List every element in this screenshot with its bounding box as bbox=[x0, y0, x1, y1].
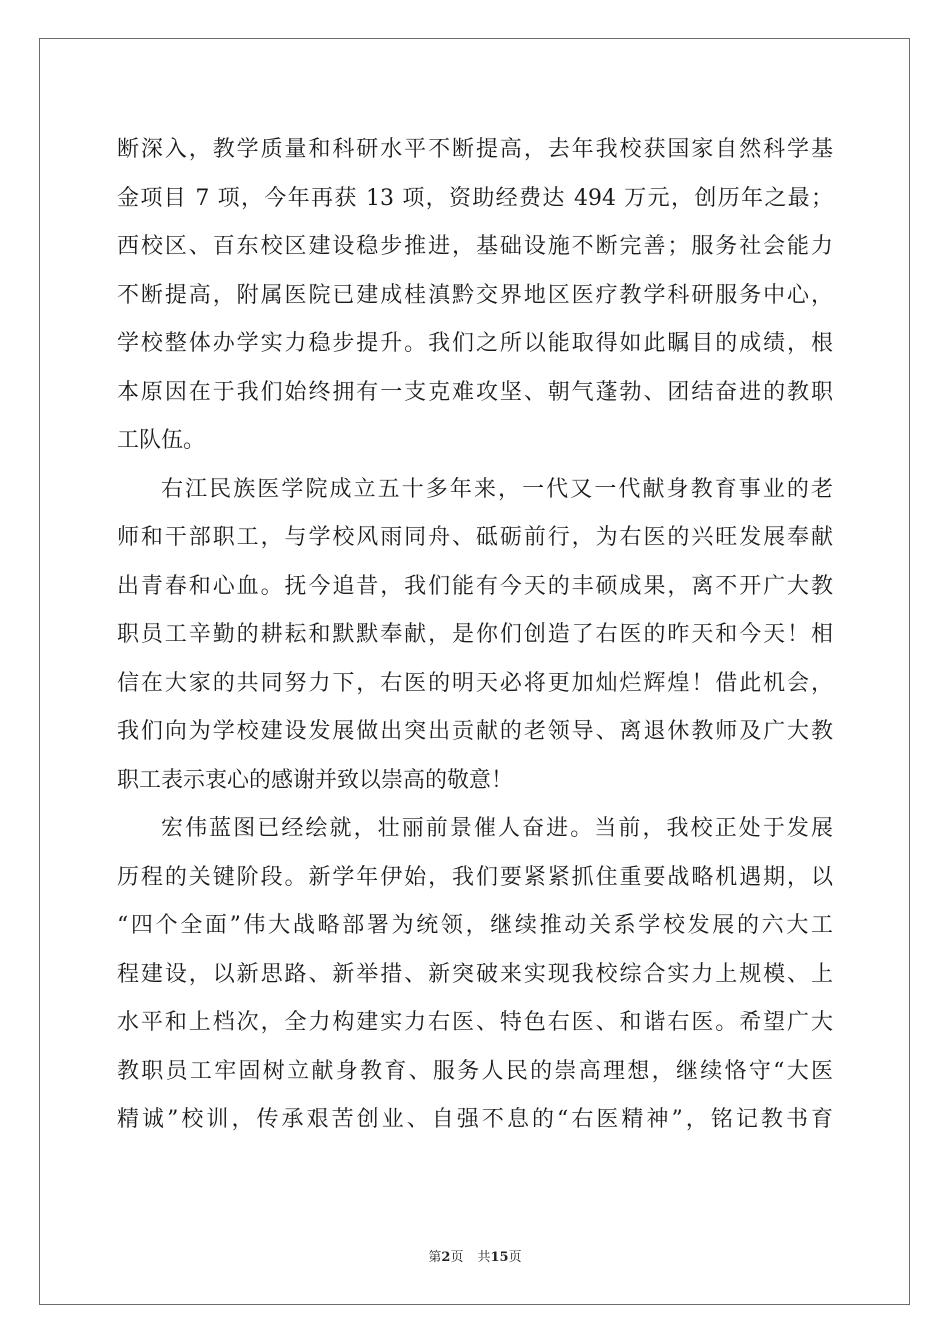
text-line: “四个全面”伟大战略部署为统领，继续推动关系学校发展的六大工 bbox=[117, 913, 833, 938]
text-line: 水平和上档次，全力构建实力右医、特色右医、和谐右医。希望广大 bbox=[117, 1010, 833, 1035]
document-body bbox=[117, 126, 833, 1145]
text-line: 我们向为学校建设发展做出突出贡献的老领导、离退休教师及广大教 bbox=[117, 719, 833, 744]
text-line: 西校区、百东校区建设稳步推进，基础设施不断完善；服务社会能力 bbox=[117, 234, 833, 259]
text-line: 精诚”校训，传承艰苦创业、自强不息的“右医精神”，铭记教书育 bbox=[117, 1107, 833, 1132]
page-total: 15 bbox=[490, 1250, 509, 1265]
page-prefix: 第 bbox=[428, 1250, 442, 1265]
page-footer bbox=[0, 1246, 950, 1265]
page-current: 2 bbox=[441, 1250, 451, 1265]
text-line: 教职员工牢固树立献身教育、服务人民的崇高理想，继续恪守“大医 bbox=[117, 1058, 833, 1084]
text-line: 职工表示衷心的感谢并致以崇高的敬意！ bbox=[117, 767, 514, 793]
text-line: 出青春和心血。抚今追昔，我们能有今天的丰硕成果，离不开广大教 bbox=[117, 573, 833, 599]
text-line: 宏伟蓝图已经绘就，壮丽前景催人奋进。当前，我校正处于发展 bbox=[161, 816, 833, 841]
page-suffix: 页 bbox=[450, 1250, 464, 1265]
text-line: 断深入，教学质量和科研水平不断提高，去年我校获国家自然科学基 bbox=[117, 137, 833, 162]
text-line: 金项目 7 项，今年再获 13 项，资助经费达 494 万元，创历年之最； bbox=[117, 185, 833, 211]
text-line: 学校整体办学实力稳步提升。我们之所以能取得如此瞩目的成绩，根 bbox=[117, 331, 833, 356]
text-line: 右江民族医学院成立五十多年来，一代又一代献身教育事业的老 bbox=[161, 476, 833, 502]
text-line: 程建设，以新思路、新举措、新突破来实现我校综合实力上规模、上 bbox=[117, 961, 833, 987]
text-line: 职员工辛勤的耕耘和默默奉献，是你们创造了右医的昨天和今天！相 bbox=[117, 622, 833, 647]
text-line: 本原因在于我们始终拥有一支克难攻坚、朝气蓬勃、团结奋进的教职 bbox=[117, 379, 833, 405]
text-line: 师和干部职工，与学校风雨同舟、砥砺前行，为右医的兴旺发展奉献 bbox=[117, 525, 833, 550]
text-line: 历程的关键阶段。新学年伊始，我们要紧紧抓住重要战略机遇期，以 bbox=[117, 864, 833, 890]
text-line: 不断提高，附属医院已建成桂滇黔交界地区医疗教学科研服务中心， bbox=[117, 282, 833, 308]
text-line: 信在大家的共同努力下，右医的明天必将更加灿烂辉煌！借此机会， bbox=[117, 670, 833, 696]
text-line: 工队伍。 bbox=[117, 428, 206, 453]
total-suffix: 页 bbox=[508, 1250, 522, 1265]
total-prefix: 共 bbox=[477, 1250, 491, 1265]
